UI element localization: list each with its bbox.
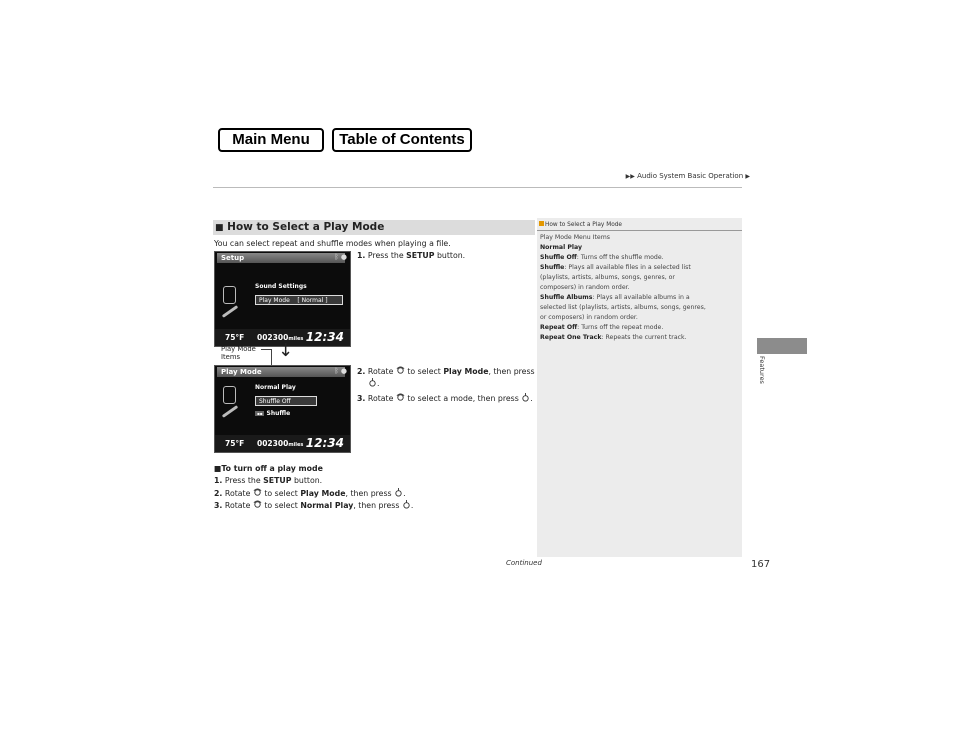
device-icon [223,386,236,404]
menu-item-shuffle: ▪▪ Shuffle [257,410,291,417]
play-mode-items-callout: Play Mode Items [221,345,256,361]
play-mode-screen-title: Play Mode [217,367,345,377]
note-line: (playlists, artists, albums, songs, genres, or [540,274,675,281]
selector-knob-icon [253,488,262,497]
heading-bullet-icon: ■ [215,223,224,233]
off-step-1: 1. Press the SETUP button. [214,476,323,485]
note-line: Normal Play [540,244,583,251]
wrench-icon [222,305,238,318]
callout-leader-line [261,349,271,350]
status-icons: ᛒ ● [334,367,347,375]
status-icons: ᛒ ● [334,253,347,261]
sub-heading-bullet-icon: ■ [214,464,222,473]
main-menu-button[interactable]: Main Menu [218,128,324,152]
sub-heading: ■To turn off a play mode [214,464,323,473]
header-rule [213,187,742,188]
press-knob-icon [402,500,411,509]
continued-label: Continued [506,559,542,567]
menu-item-normal-play: Normal Play [255,384,296,391]
menu-item-sound-settings: Sound Settings [255,283,307,290]
section-tab-label: Features [758,356,766,384]
note-line: Play Mode Menu Items [540,234,610,241]
breadcrumb-text[interactable]: Audio System Basic Operation [637,172,744,180]
note-line: Shuffle Off: Turns off the shuffle mode. [540,254,664,261]
note-line: Shuffle: Plays all available files in a selected list [540,264,691,271]
breadcrumb[interactable] [590,172,750,180]
step-2: 2. Rotate to select Play Mode, then press [357,367,535,376]
play-mode-screen-image [214,365,351,453]
press-knob-icon [521,393,530,402]
breadcrumb-prefix: ▶▶ [625,173,635,180]
side-note-rule [537,230,742,231]
table-of-contents-button[interactable]: Table of Contents [332,128,472,152]
side-note-title[interactable]: How to Select a Play Mode [539,221,622,228]
odometer: 002300miles [257,333,304,342]
off-step-3: 3. Rotate to select Normal Play, then press . [214,501,414,510]
temperature: 75°F [225,333,245,342]
note-line: Shuffle Albums: Plays all available albums in a [540,294,690,301]
temperature: 75°F [225,439,245,448]
press-knob-icon [368,378,377,387]
note-line: or composers) in random order. [540,314,638,321]
side-note-panel [537,218,742,557]
selector-knob-icon [396,366,405,375]
section-heading [213,220,535,235]
note-line: Repeat One Track: Repeats the current track. [540,334,687,341]
step-2-press-icon-line: . [368,378,379,389]
clock: 12:34 [305,436,344,450]
off-step-2: 2. Rotate to select Play Mode, then press . [214,489,406,498]
down-arrow-icon: ↓ [278,340,294,361]
page-number: 167 [751,559,771,570]
wrench-icon [222,405,238,418]
setup-screen-image [214,251,351,347]
section-heading-text: How to Select a Play Mode [227,221,385,233]
device-icon [223,286,236,304]
breadcrumb-suffix: ▶ [745,173,750,180]
note-line: composers) in random order. [540,284,630,291]
section-tab-marker[interactable] [757,338,807,354]
screen-status-bar [215,435,350,452]
note-line: Repeat Off: Turns off the repeat mode. [540,324,664,331]
selector-knob-icon [253,500,262,509]
step-3: 3. Rotate to select a mode, then press . [357,394,533,403]
menu-item-shuffle-off-selected: Shuffle Off [255,396,317,406]
setup-screen-title: Setup [217,253,345,263]
step-1: 1. Press the SETUP button. [357,251,466,260]
menu-item-play-mode-selected: Play Mode [ Normal ] [255,295,343,305]
press-knob-icon [394,488,403,497]
clock: 12:34 [305,330,344,344]
selector-knob-icon [396,393,405,402]
odometer: 002300miles [257,439,304,448]
note-icon [539,221,544,226]
intro-text: You can select repeat and shuffle modes when playing a file. [214,239,451,248]
note-line: selected list (playlists, artists, albums, songs, genres, [540,304,706,311]
